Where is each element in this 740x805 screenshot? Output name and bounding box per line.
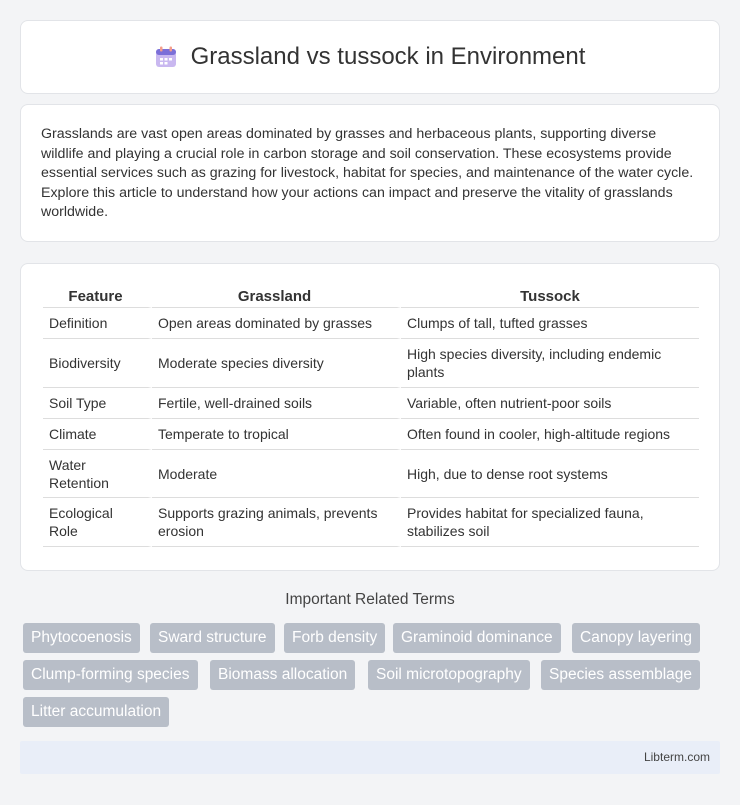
tag-biomass-allocation[interactable]: Biomass allocation <box>210 660 355 690</box>
calendar-icon <box>155 46 177 68</box>
table-cell: Definition <box>43 308 152 339</box>
table-cell: Variable, often nutrient-poor soils <box>401 388 699 419</box>
intro-text: Grasslands are vast open areas dominated by grasses and herbaceous plants, supporting diverse wildlife and playing a crucial role in carbon storage and soil conservation. These ecosystems provide essential services such as grazing for livestock, habitat for species, and maintenance of the water cycle. Explore this article to understand how your actions can impact and preserve the vitality of grasslands worldwide. <box>41 126 694 220</box>
table-cell: Clumps of tall, tufted grasses <box>401 308 699 339</box>
table-row <box>43 450 699 498</box>
table-cell: Provides habitat for specialized fauna, stabilizes soil <box>401 498 699 547</box>
table-cell: High species diversity, including endemic plants <box>401 339 699 388</box>
column-header-feature: Feature <box>43 285 152 308</box>
table-cell: Biodiversity <box>43 339 152 388</box>
table-cell: Open areas dominated by grasses <box>152 308 401 339</box>
intro-card <box>20 104 720 242</box>
footer-site-link[interactable]: Libterm.com <box>643 750 710 764</box>
table-cell: Moderate species diversity <box>152 339 401 388</box>
comparison-table-card <box>20 263 720 571</box>
table-cell: Soil Type <box>43 388 152 419</box>
comparison-table <box>43 285 699 547</box>
tag-soil-microtopography[interactable]: Soil microtopography <box>368 660 530 690</box>
tag-sward-structure[interactable]: Sward structure <box>150 623 275 653</box>
table-cell: Temperate to tropical <box>152 419 401 450</box>
header-card <box>20 20 720 94</box>
table-row <box>43 308 699 339</box>
tag-litter-accumulation[interactable]: Litter accumulation <box>23 697 169 727</box>
table-row <box>43 339 699 388</box>
table-cell: Fertile, well-drained soils <box>152 388 401 419</box>
column-header-tussock: Tussock <box>401 285 699 308</box>
table-row <box>43 419 699 450</box>
tag-canopy-layering[interactable]: Canopy layering <box>572 623 700 653</box>
table-cell: Climate <box>43 419 152 450</box>
table-cell: Often found in cooler, high-altitude regions <box>401 419 699 450</box>
tag-phytocoenosis[interactable]: Phytocoenosis <box>23 623 140 653</box>
table-row <box>43 498 699 547</box>
related-terms-heading: Important Related Terms <box>285 591 455 608</box>
footer <box>20 741 720 774</box>
table-cell: Moderate <box>152 450 401 498</box>
table-row <box>43 388 699 419</box>
column-header-grassland: Grassland <box>152 285 401 308</box>
page-title: Grassland vs tussock in Environment <box>190 43 586 70</box>
tag-species-assemblage[interactable]: Species assemblage <box>541 660 700 690</box>
tag-graminoid-dominance[interactable]: Graminoid dominance <box>393 623 561 653</box>
tag-forb-density[interactable]: Forb density <box>284 623 385 653</box>
table-cell: High, due to dense root systems <box>401 450 699 498</box>
tag-clump-forming-species[interactable]: Clump-forming species <box>23 660 198 690</box>
table-cell: Supports grazing animals, prevents erosion <box>152 498 401 547</box>
table-cell: Water Retention <box>43 450 152 498</box>
table-cell: Ecological Role <box>43 498 152 547</box>
